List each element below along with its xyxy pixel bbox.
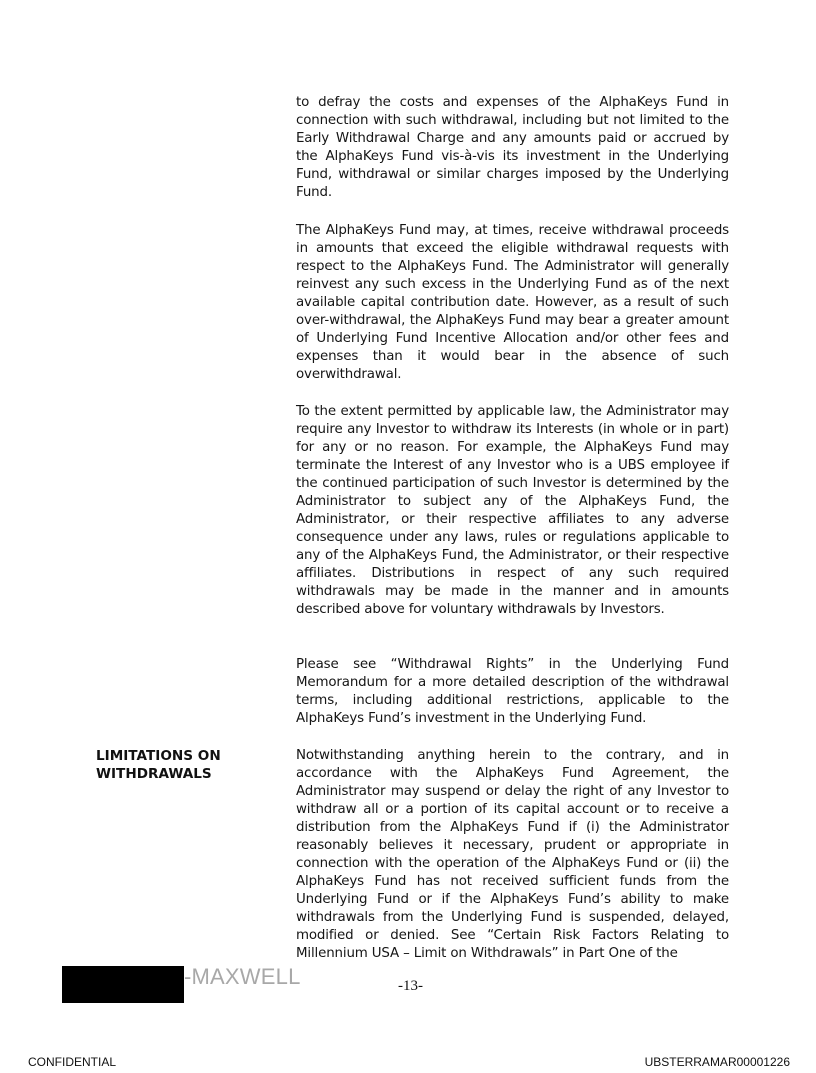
paragraph-text: to defray the costs and expenses of the AlphaKeys Fund in connection with such withdrawal, including but not limited to the Early Withdrawal Charge and any amounts paid or accrued by the AlphaKeys Fund vis-à-vis its investment in the Underlying Fund, withdrawal or similar charges imposed by the Underlying Fund. — [296, 95, 729, 200]
redaction-block — [62, 966, 184, 1003]
footer-bates-number: UBSTERRAMAR00001226 — [644, 1055, 790, 1069]
section-heading-line-2: WITHDRAWALS — [96, 766, 212, 782]
section-heading-line-1: LIMITATIONS ON — [96, 748, 221, 764]
body-paragraph-3 — [296, 403, 729, 619]
paragraph-text: To the extent permitted by applicable law, the Administrator may require any Investor to withdraw its Interests (in whole or in part) for any or no reason. For example, the AlphaKeys Fund may terminate the Interest of any Investor who is a UBS employee if the continued participation of such Investor is determined by the Administrator to subject any of the AlphaKeys Fund, the Administrator, or their respective affiliates to any adverse consequence under any laws, rules or regulations applicable to any of the AlphaKeys Fund, the Administrator, or their respective affiliates. Distributions in respect of any such required withdrawals may be made in the manner and in amounts described above for voluntary withdrawals by Investors. — [296, 404, 729, 617]
paragraph-text: Notwithstanding anything herein to the contrary, and in accordance with the AlphaKeys Fund Agreement, the Administrator may suspend or delay the right of any Investor to withdraw all or a portion of its capital account or to receive a distribution from the AlphaKeys Fund if (i) the Administrator reasonably believes it necessary, prudent or appropriate in connection with the operation of the AlphaKeys Fund or (ii) the AlphaKeys Fund has not received sufficient funds from the Underlying Fund or if the AlphaKeys Fund’s ability to make withdrawals from the Underlying Fund is suspended, delayed, modified or denied. See “Certain Risk Factors Relating to Millennium USA – Limit on Withdrawals” in Part One of the — [296, 748, 729, 961]
page-number: -13- — [398, 978, 423, 994]
body-paragraph-5 — [296, 747, 729, 963]
paragraph-text: The AlphaKeys Fund may, at times, receive withdrawal proceeds in amounts that exceed the eligible withdrawal requests with respect to the AlphaKeys Fund. The Administrator will generally reinvest any such excess in the Underlying Fund as of the next available capital contribution date. However, as a result of such over-withdrawal, the AlphaKeys Fund may bear a greater amount of Underlying Fund Incentive Allocation and/or other fees and expenses than it would bear in the absence of such overwithdrawal. — [296, 223, 729, 382]
body-paragraph-2 — [296, 222, 729, 384]
body-paragraph-4 — [296, 656, 729, 728]
paragraph-text: Please see “Withdrawal Rights” in the Underlying Fund Memorandum for a more detailed description of the withdrawal terms, including additional restrictions, applicable to the AlphaKeys Fund’s investment in the Underlying Fund. — [296, 657, 729, 726]
body-paragraph-1 — [296, 94, 729, 202]
section-heading-limitations-on-withdrawals — [96, 747, 221, 783]
footer-confidential-label: CONFIDENTIAL — [28, 1055, 117, 1069]
watermark-text: -MAXWELL — [184, 964, 301, 989]
